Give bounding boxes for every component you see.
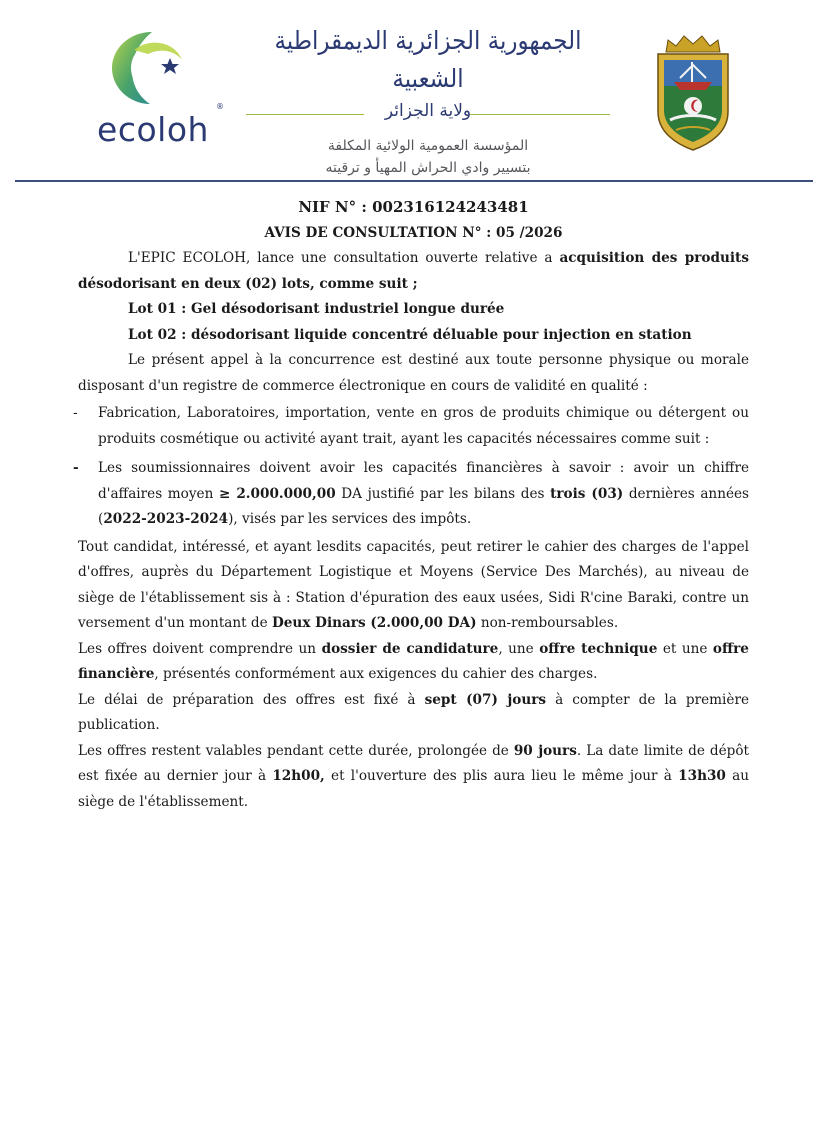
activity-bullet: - Fabrication, Laboratoires, importation, vente en gros de produits chimique ou détergent ou produits cosmétique ou activité ayant trait, ayant les capacités nécessaires comme suit : <box>73 405 749 447</box>
lot-01: Lot 01 : Gel désodorisant industriel longue durée <box>128 301 505 317</box>
republic-title: الجمهورية الجزائرية الديمقراطية الشعبية <box>274 26 582 93</box>
financial-capacity-bullet: - Les soumissionnaires doivent avoir les capacités financières à savoir : avoir un chiffre d'affaires moyen ≥ 2.000.000,00 DA justifié par les bilans des trois (03) dernières années (2022-2023-2024), visés par les services des impôts. <box>73 460 750 527</box>
notice-body <box>73 195 750 815</box>
offers-content-paragraph: Les offres doivent comprendre un dossier de candidature, une offre technique et une offre financière, présentés conformément aux exigences du cahier des charges. <box>78 640 749 682</box>
epic-name-line2: بتسيير وادي الحراش المهيأ و ترقيته <box>325 160 531 176</box>
intro-paragraph: L'EPIC ECOLOH, lance une consultation ouverte relative a acquisition des produits désodorisant en deux (02) lots, comme suit ; <box>78 250 749 292</box>
registered-mark: ® <box>216 102 224 111</box>
nif-number: NIF N° : 002316124243481 <box>298 198 529 216</box>
lot-02: Lot 02 : désodorisant liquide concentré déluable pour injection en station <box>128 326 692 343</box>
specifications-paragraph: Tout candidat, intéressé, et ayant lesdits capacités, peut retirer le cahier des charges de l'appel d'offres, auprès du Département Logistique et Moyens (Service Des Marchés), au niveau de siège de l'établissement sis à : Station d'épuration des eaux usées, Sidi R'cine Baraki, contre un versement d'un montant de Deux Dinars (2.000,00 DA) non-remboursables. <box>78 538 749 631</box>
letterhead <box>0 0 827 185</box>
header-rule <box>15 180 813 182</box>
epic-name-line1: المؤسسة العمومية الولائية المكلفة <box>327 138 529 154</box>
eligibility-paragraph: Le présent appel à la concurrence est destiné aux toute personne physique ou morale disposant d'un registre de commerce électronique en cours de validité en qualité : <box>78 352 749 394</box>
ecoloh-logo <box>78 30 228 155</box>
wilaya-label: ولاية الجزائر <box>384 101 472 121</box>
validity-paragraph: Les offres restent valables pendant cette durée, prolongée de 90 jours. La date limite de dépôt est fixée au dernier jour à 12h00, et l'ouverture des plis aura lieu le même jour à 13h30 au siège de l'établissement. <box>78 742 750 810</box>
arabic-header <box>238 22 618 179</box>
deadline-paragraph: Le délai de préparation des offres est fixé à sept (07) jours à compter de la première publication. <box>78 691 749 733</box>
notice-title: AVIS DE CONSULTATION N° : 05 /2026 <box>264 224 563 241</box>
ecoloh-emblem-icon <box>78 30 228 110</box>
wilaya-crest-icon <box>654 34 732 152</box>
ecoloh-logo-text: ecoloh <box>97 110 209 149</box>
